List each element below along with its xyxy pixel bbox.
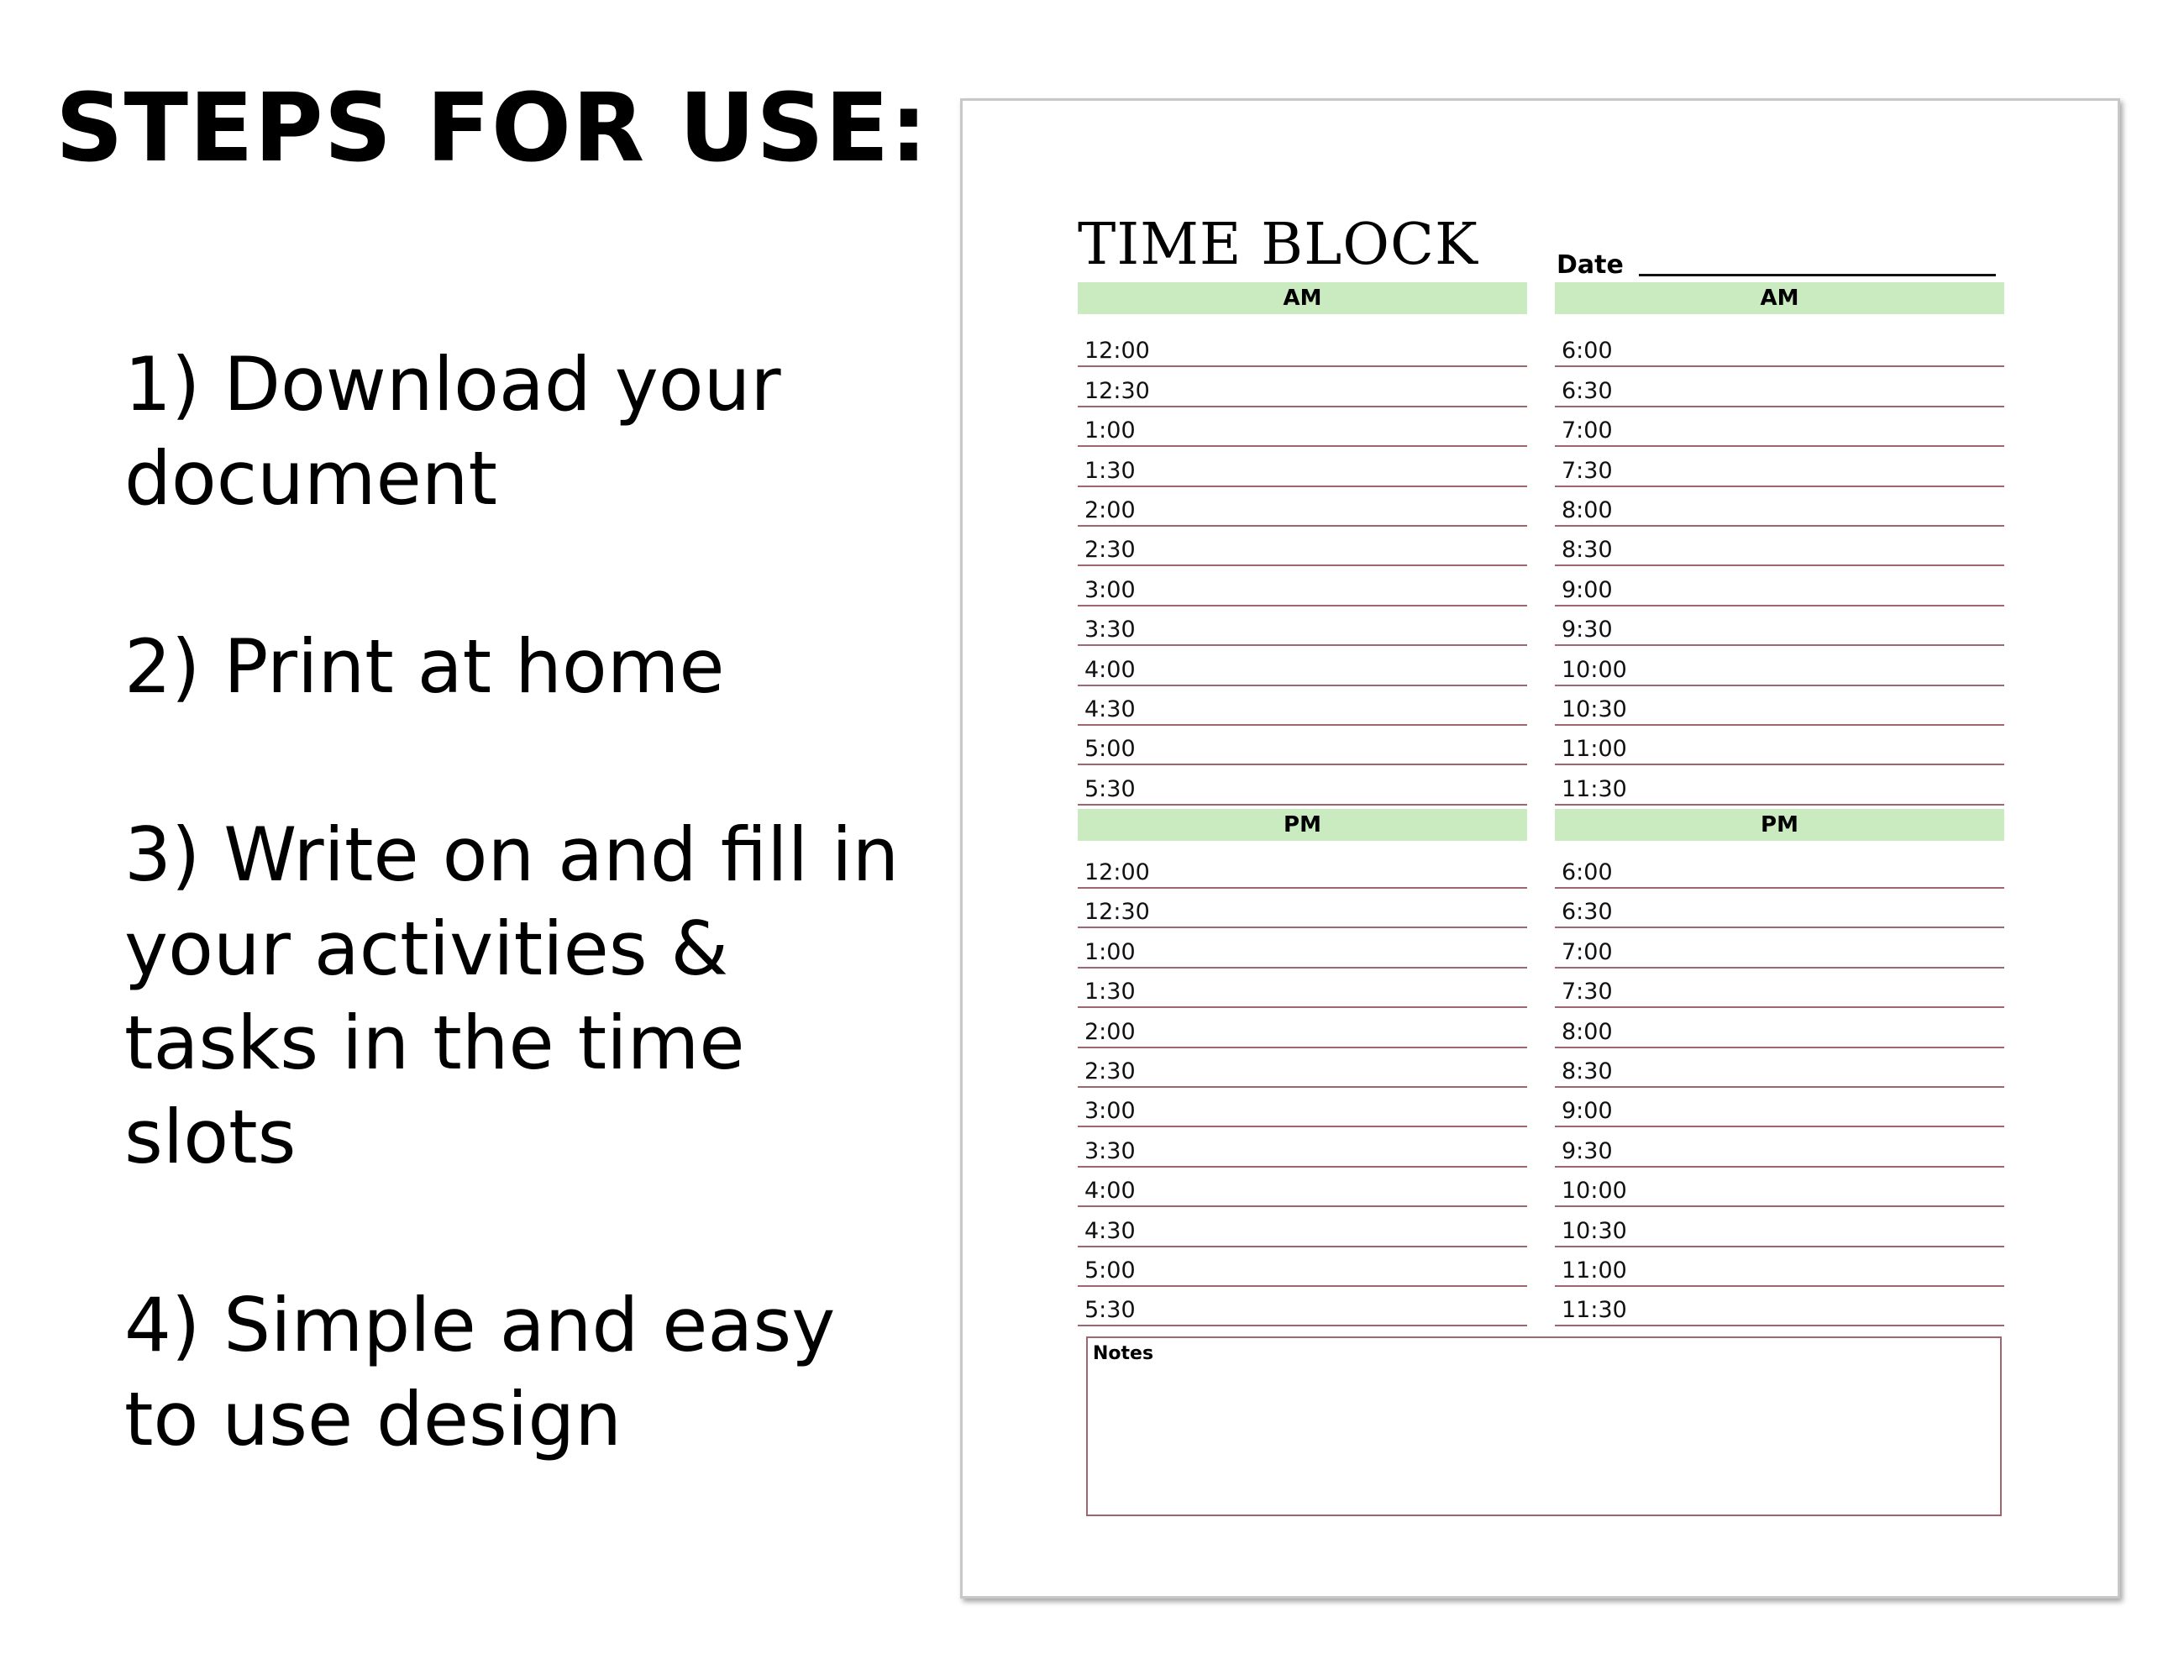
time-slot-label: 11:00	[1562, 1257, 1627, 1284]
time-slot-label: 5:00	[1084, 736, 1136, 763]
pm-header-right: PM	[1555, 809, 2004, 841]
time-slot-row	[1555, 527, 2004, 566]
time-slot-row	[1078, 928, 1527, 968]
time-slot-row	[1078, 328, 1527, 367]
pm-header-left: PM	[1078, 809, 1527, 841]
time-slot-label: 10:30	[1562, 1217, 1627, 1244]
time-slot-label: 7:00	[1562, 417, 1613, 444]
time-slot-row	[1078, 849, 1527, 889]
time-slot-row	[1078, 447, 1527, 486]
notes-label: Notes	[1093, 1343, 1154, 1365]
time-slot-row	[1555, 328, 2004, 367]
time-slot-row	[1555, 1048, 2004, 1088]
time-slot-label: 4:30	[1084, 1217, 1136, 1244]
time-slot-row	[1555, 1168, 2004, 1207]
time-slot-row	[1078, 367, 1527, 407]
time-slot-row	[1555, 407, 2004, 447]
time-slot-row	[1078, 646, 1527, 685]
time-slot-label: 8:30	[1562, 1058, 1613, 1085]
time-slot-row	[1078, 726, 1527, 765]
time-slot-row	[1555, 849, 2004, 889]
time-slot-label: 8:00	[1562, 496, 1613, 523]
time-slot-label: 2:30	[1084, 1058, 1136, 1085]
time-slot-label: 5:30	[1084, 775, 1136, 802]
time-slot-row	[1078, 889, 1527, 928]
time-slot-row	[1078, 686, 1527, 726]
step-item: 4) Simple and easy to use design	[124, 1282, 836, 1462]
time-slot-row	[1555, 487, 2004, 527]
step-item: 3) Write on and fill in your activities & tasks in the time slots	[124, 811, 900, 1180]
time-slot-row	[1078, 1287, 1527, 1326]
time-slot-label: 3:30	[1084, 617, 1136, 643]
time-slot-label: 2:00	[1084, 1018, 1136, 1045]
time-slot-label: 7:30	[1562, 979, 1613, 1005]
time-slot-row	[1555, 1287, 2004, 1326]
time-slot-row	[1555, 1207, 2004, 1247]
am-right-slots	[1555, 328, 2004, 806]
time-slot-label: 10:00	[1562, 656, 1627, 683]
time-slot-label: 9:00	[1562, 576, 1613, 603]
time-slot-label: 11:30	[1562, 775, 1627, 802]
time-slot-label: 12:30	[1084, 899, 1150, 926]
time-slot-label: 9:30	[1562, 617, 1613, 643]
time-slot-label: 11:00	[1562, 736, 1627, 763]
time-slot-label: 8:00	[1562, 1018, 1613, 1045]
am-header-right: AM	[1555, 282, 2004, 314]
pm-left-slots	[1078, 849, 1527, 1327]
pm-right-slots	[1555, 849, 2004, 1327]
steps-list	[124, 338, 931, 1467]
time-slot-row	[1555, 447, 2004, 486]
step-item: 2) Print at home	[124, 623, 725, 710]
am-left-column	[1078, 282, 1527, 809]
am-right-column	[1555, 282, 2004, 809]
time-slot-label: 1:00	[1084, 938, 1136, 965]
time-slot-label: 1:30	[1084, 979, 1136, 1005]
time-slot-label: 5:30	[1084, 1297, 1136, 1324]
time-slot-label: 1:00	[1084, 417, 1136, 444]
date-field	[1557, 250, 1996, 280]
time-slot-label: 6:30	[1562, 899, 1613, 926]
time-slot-row	[1078, 487, 1527, 527]
date-write-line	[1639, 274, 1996, 276]
time-slot-label: 3:00	[1084, 1098, 1136, 1125]
time-slot-row	[1555, 1088, 2004, 1127]
time-slot-row	[1078, 1127, 1527, 1167]
time-slot-row	[1078, 1247, 1527, 1287]
time-slot-row	[1078, 606, 1527, 646]
time-slot-row	[1078, 765, 1527, 805]
sheet-title: TIME BLOCK	[1078, 212, 1478, 278]
time-slot-row	[1078, 1207, 1527, 1247]
step-item: 1) Download your document	[124, 341, 781, 522]
time-slot-label: 3:00	[1084, 576, 1136, 603]
time-slot-label: 12:30	[1084, 377, 1150, 404]
time-slot-row	[1078, 1088, 1527, 1127]
time-slot-row	[1555, 646, 2004, 685]
time-slot-label: 10:30	[1562, 696, 1627, 722]
time-slot-label: 8:30	[1562, 537, 1613, 564]
time-slot-row	[1555, 1127, 2004, 1167]
time-slot-label: 6:30	[1562, 377, 1613, 404]
time-slot-label: 4:00	[1084, 656, 1136, 683]
time-slot-row	[1555, 367, 2004, 407]
time-slot-row	[1555, 566, 2004, 606]
time-slot-label: 5:00	[1084, 1257, 1136, 1284]
pm-right-column	[1555, 809, 2004, 1331]
time-slot-label: 9:00	[1562, 1098, 1613, 1125]
time-slot-row	[1078, 1048, 1527, 1088]
time-slot-row	[1078, 969, 1527, 1008]
time-slot-label: 12:00	[1084, 859, 1150, 886]
time-slot-row	[1555, 969, 2004, 1008]
time-slot-label: 11:30	[1562, 1297, 1627, 1324]
notes-box	[1086, 1336, 2002, 1516]
time-slot-row	[1555, 765, 2004, 805]
time-slot-label: 4:00	[1084, 1178, 1136, 1205]
pm-section	[1078, 809, 2004, 1331]
date-label: Date	[1557, 250, 1624, 280]
page-heading: STEPS FOR USE:	[55, 74, 929, 183]
am-section	[1078, 282, 2004, 809]
time-slot-row	[1555, 686, 2004, 726]
time-slot-label: 3:30	[1084, 1137, 1136, 1164]
time-slot-row	[1555, 726, 2004, 765]
time-slot-label: 7:00	[1562, 938, 1613, 965]
time-slot-row	[1555, 606, 2004, 646]
am-header-left: AM	[1078, 282, 1527, 314]
sheet-content	[1078, 208, 2004, 1516]
time-slot-row	[1555, 889, 2004, 928]
time-slot-label: 7:30	[1562, 457, 1613, 484]
time-slot-row	[1555, 1247, 2004, 1287]
pm-left-column	[1078, 809, 1527, 1331]
time-slot-label: 6:00	[1562, 859, 1613, 886]
time-slot-label: 4:30	[1084, 696, 1136, 722]
time-slot-row	[1078, 1008, 1527, 1047]
am-left-slots	[1078, 328, 1527, 806]
time-slot-label: 6:00	[1562, 338, 1613, 365]
time-slot-row	[1078, 566, 1527, 606]
time-slot-row	[1555, 928, 2004, 968]
time-block-sheet	[960, 98, 2120, 1599]
time-slot-row	[1555, 1008, 2004, 1047]
time-slot-row	[1078, 1168, 1527, 1207]
time-slot-label: 10:00	[1562, 1178, 1627, 1205]
time-slot-label: 1:30	[1084, 457, 1136, 484]
time-slot-row	[1078, 407, 1527, 447]
time-slot-label: 2:00	[1084, 496, 1136, 523]
time-slot-label: 2:30	[1084, 537, 1136, 564]
time-slot-label: 12:00	[1084, 338, 1150, 365]
time-slot-label: 9:30	[1562, 1137, 1613, 1164]
time-slot-row	[1078, 527, 1527, 566]
sheet-header	[1078, 208, 2004, 282]
